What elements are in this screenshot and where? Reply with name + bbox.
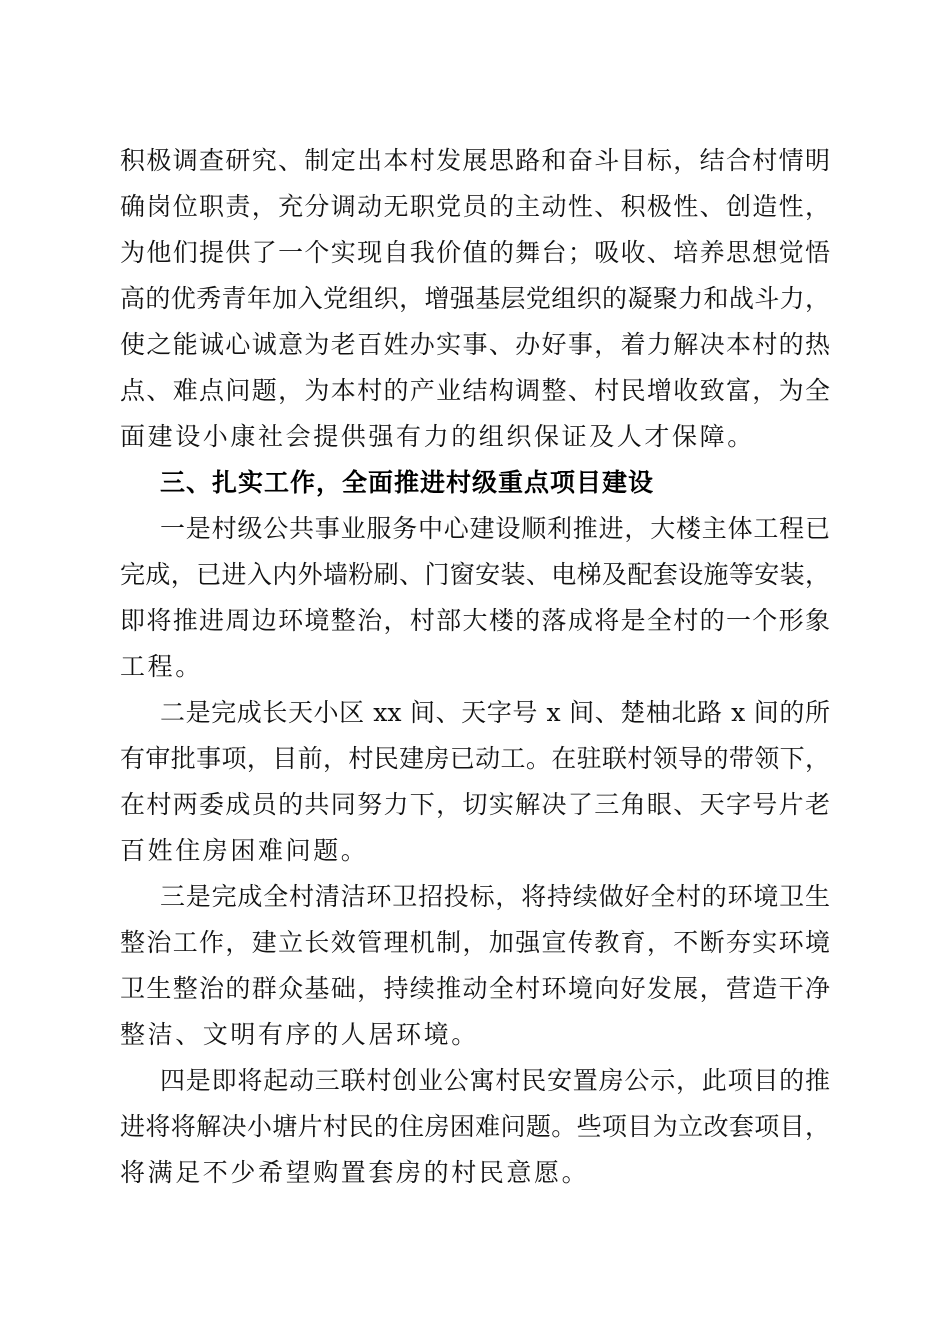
text-line: 四是即将起动三联村创业公寓村民安置房公示，此项目的推 — [160, 1066, 830, 1095]
text-line: 在村两委成员的共同努力下，切实解决了三角眼、天字号片老 — [120, 790, 830, 819]
text-line: 完成，已进入内外墙粉刷、门窗安装、电梯及配套设施等安装， — [120, 560, 830, 589]
text-line: 整洁、文明有序的人居环境。 — [120, 1020, 479, 1049]
text-line: 面建设小康社会提供强有力的组织保证及人才保障。 — [120, 422, 755, 451]
text-line: 点、难点问题，为本村的产业结构调整、村民增收致富，为全 — [120, 376, 830, 405]
text-line: 工程。 — [120, 652, 203, 681]
text-line: 有审批事项，目前，村民建房已动工。在驻联村领导的带领下， — [120, 744, 830, 773]
text-line: 三是完成全村清洁环卫招投标，将持续做好全村的环境卫生 — [160, 882, 830, 911]
text-line: 为他们提供了一个实现自我价值的舞台；吸收、培养思想觉悟 — [120, 238, 830, 267]
text-line: 积极调查研究、制定出本村发展思路和奋斗目标，结合村情明 — [120, 146, 830, 175]
text-line: 进将将解决小塘片村民的住房困难问题。些项目为立改套项目， — [120, 1112, 830, 1141]
text-line: 整治工作，建立长效管理机制，加强宣传教育，不断夯实环境 — [120, 928, 830, 957]
text-line: 高的优秀青年加入党组织，增强基层党组织的凝聚力和战斗力， — [120, 284, 830, 313]
text-line: 即将推进周边环境整治，村部大楼的落成将是全村的一个形象 — [120, 606, 830, 635]
text-line: 使之能诚心诚意为老百姓办实事、办好事，着力解决本村的热 — [120, 330, 830, 359]
section-heading: 三、扎实工作，全面推进村级重点项目建设 — [160, 468, 655, 497]
text-line: 卫生整治的群众基础，持续推动全村环境向好发展，营造干净 — [120, 974, 830, 1003]
text-line: 确岗位职责，充分调动无职党员的主动性、积极性、创造性， — [120, 192, 830, 221]
text-line: 一是村级公共事业服务中心建设顺利推进，大楼主体工程已 — [160, 514, 830, 543]
text-line: 百姓住房困难问题。 — [120, 836, 369, 865]
text-line: 将满足不少希望购置套房的村民意愿。 — [120, 1158, 590, 1187]
text-line: 二是完成长天小区 xx 间、天字号 x 间、楚柚北路 x 间的所 — [160, 698, 830, 727]
